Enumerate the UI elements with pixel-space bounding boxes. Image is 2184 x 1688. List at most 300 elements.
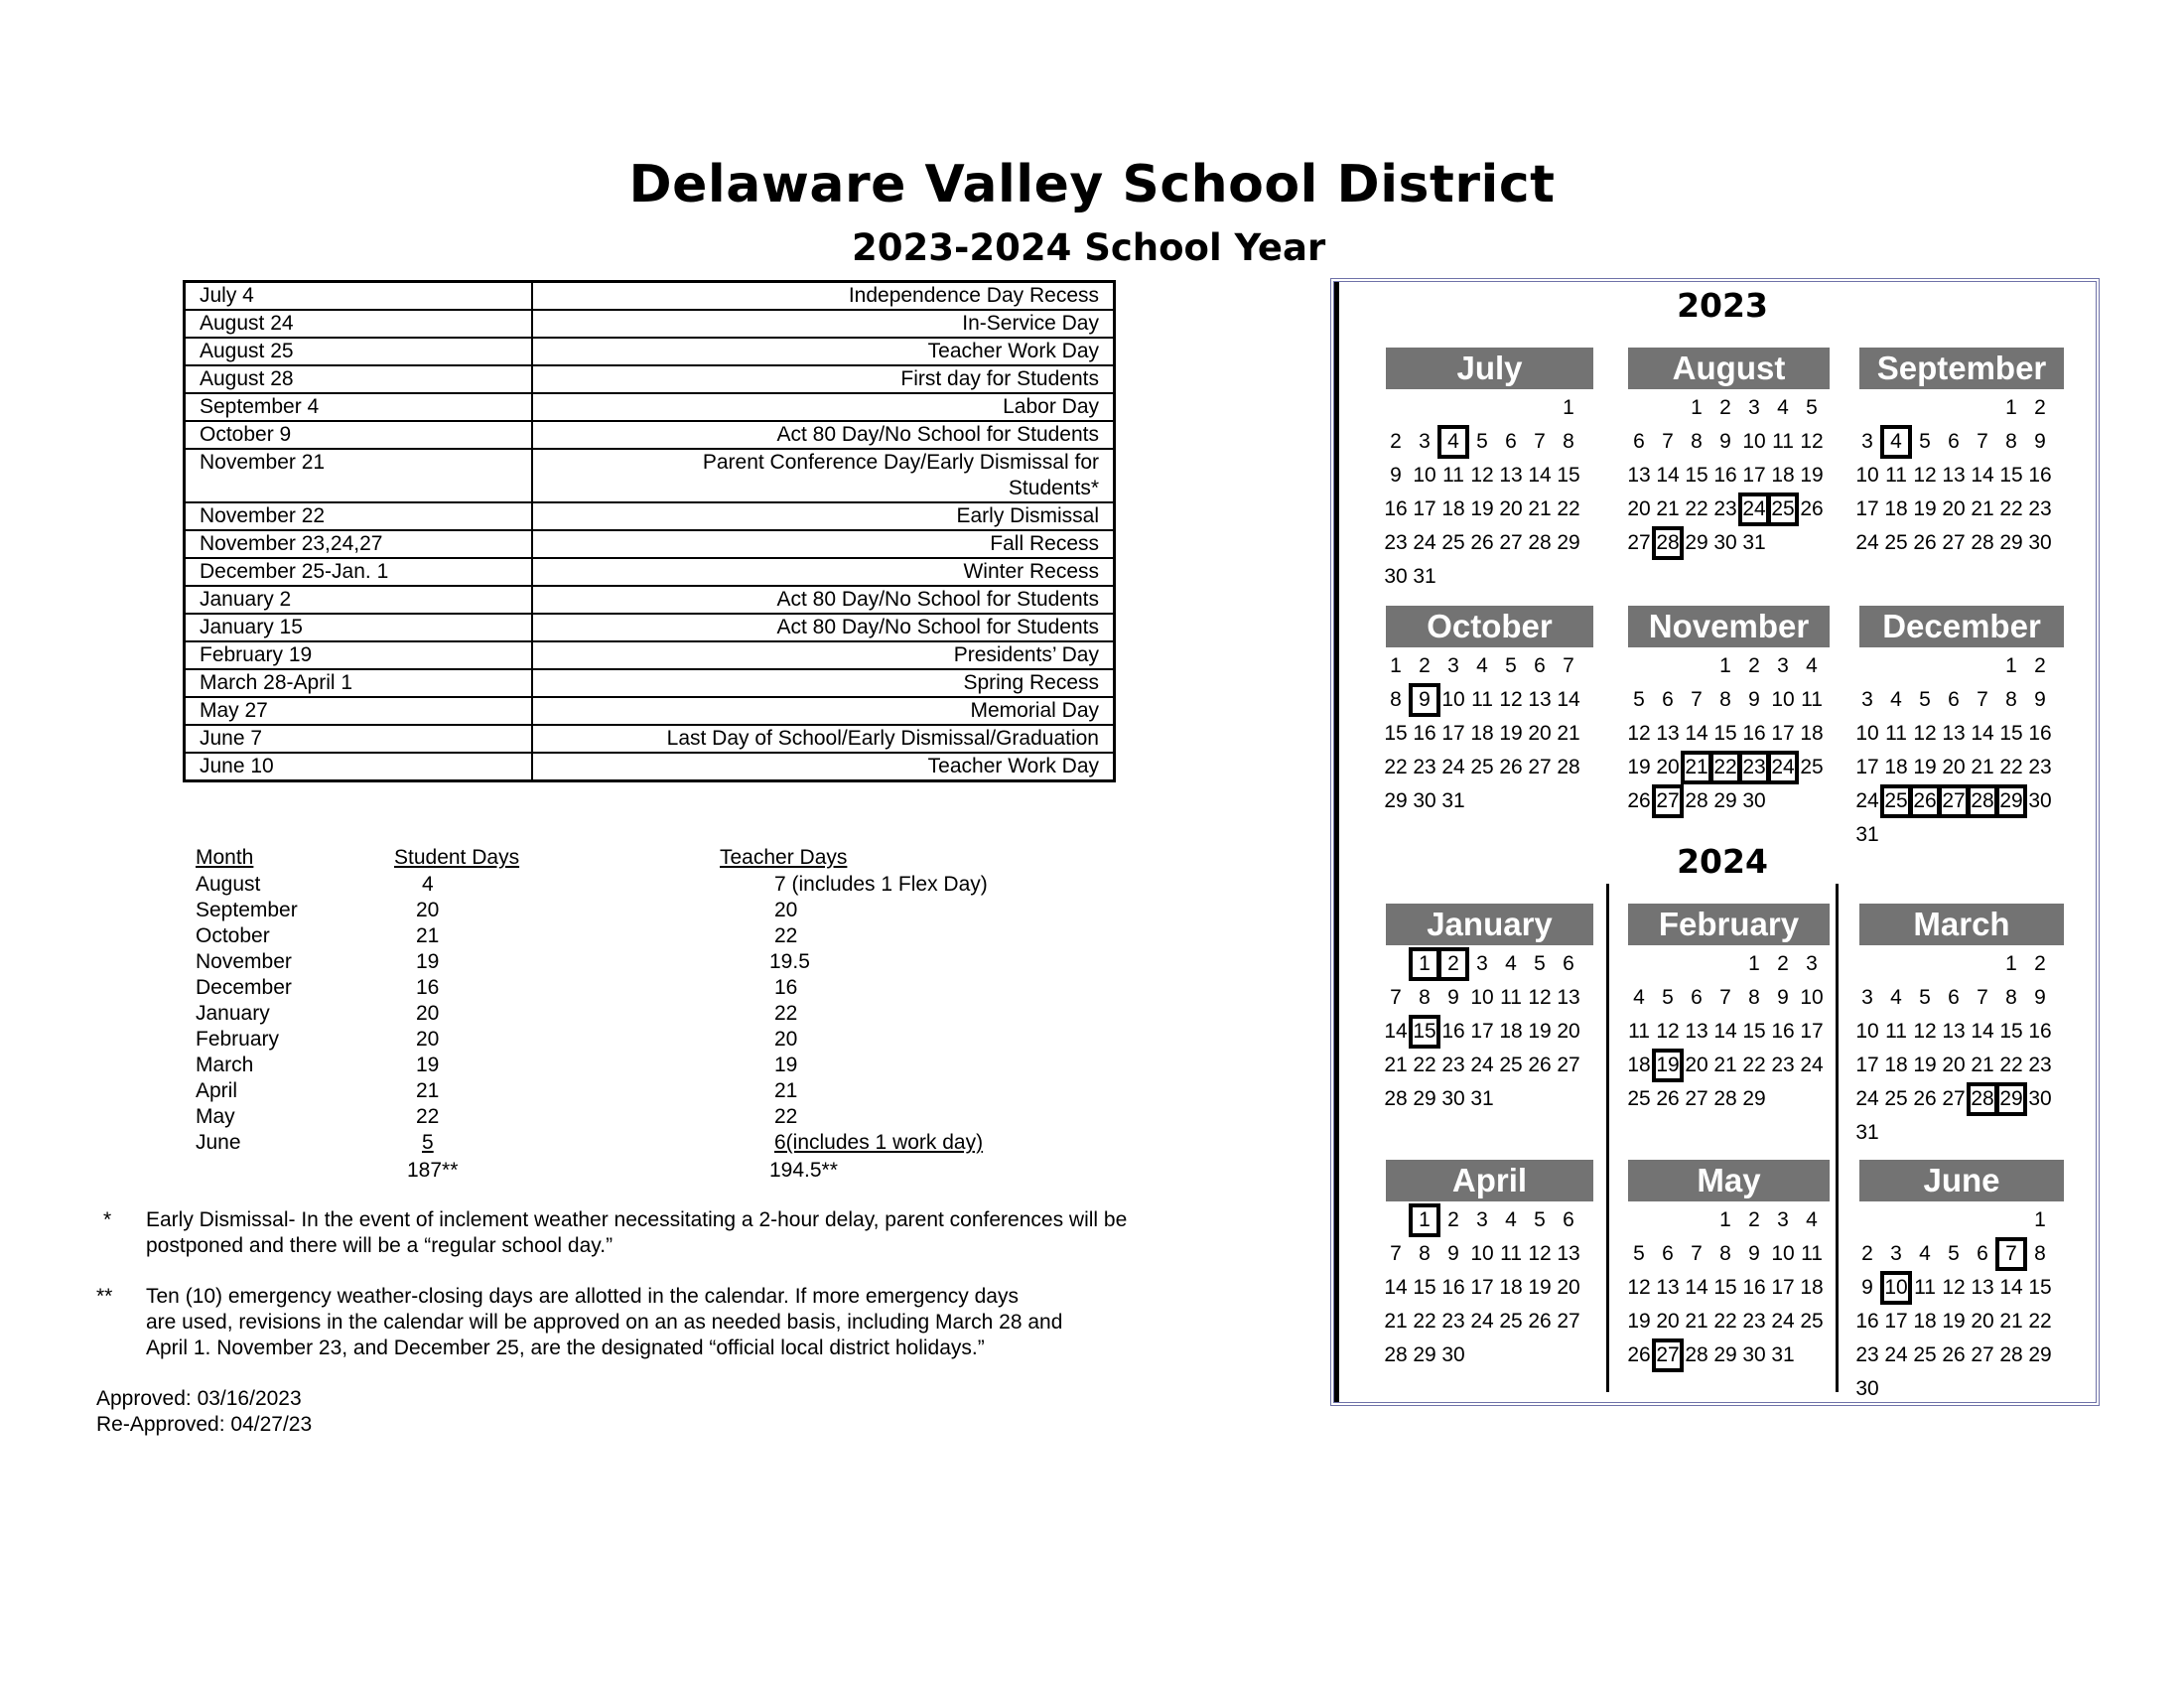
calendar-day: 6	[1662, 1242, 1674, 1265]
days-month: September	[196, 899, 298, 921]
calendar-day: 14	[1713, 1020, 1737, 1043]
calendar-day: 21	[1999, 1310, 2023, 1333]
calendar-day-marked: 24	[1769, 753, 1797, 782]
event-date: May 27	[185, 697, 532, 725]
calendar-day: 18	[1499, 1020, 1523, 1043]
calendar-day: 24	[1855, 789, 1879, 812]
event-description: Presidents’ Day	[532, 641, 1115, 669]
calendar-day-marked: 29	[1997, 786, 2025, 816]
calendar-day-marked: 27	[1940, 786, 1968, 816]
calendar-day: 20	[1627, 497, 1651, 520]
calendar-day: 19	[1499, 722, 1523, 745]
event-description: Act 80 Day/No School for Students	[532, 586, 1115, 614]
calendar-day: 11	[1471, 688, 1493, 711]
calendar-day: 2	[1777, 952, 1789, 975]
calendar-day: 24	[1413, 531, 1436, 554]
calendar-day: 10	[1470, 1242, 1494, 1265]
calendar-day: 15	[1713, 1276, 1737, 1299]
calendar-day: 8	[1563, 430, 1574, 453]
calendar-day-marked: 15	[1411, 1017, 1438, 1047]
calendar-day: 18	[1800, 1276, 1824, 1299]
note-1-marker: *	[103, 1208, 112, 1231]
calendar-day: 12	[1499, 688, 1523, 711]
days-student-value: 20	[416, 1002, 440, 1025]
calendar-day: 16	[2028, 464, 2052, 487]
calendar-day: 23	[1384, 531, 1408, 554]
year-2024-label: 2024	[1677, 842, 1768, 881]
calendar-day: 11	[1772, 430, 1794, 453]
days-teacher-value: 19.5	[769, 950, 810, 973]
calendar-day: 24	[1470, 1310, 1494, 1333]
calendar-day: 31	[1771, 1343, 1795, 1366]
calendar-day: 14	[1656, 464, 1680, 487]
calendar-day: 8	[2005, 986, 2017, 1009]
calendar-day: 26	[1800, 497, 1824, 520]
event-date: January 2	[185, 586, 532, 614]
calendar-day: 19	[1528, 1276, 1552, 1299]
days-student-value: 21	[416, 924, 440, 947]
calendar-day: 4	[1919, 1242, 1931, 1265]
calendar-day: 31	[1413, 565, 1436, 588]
calendar-day: 20	[1942, 756, 1966, 778]
calendar-day: 7	[1534, 430, 1546, 453]
calendar-day: 29	[1713, 789, 1737, 812]
calendar-day: 18	[1627, 1054, 1651, 1076]
days-teacher-value: 19	[774, 1054, 798, 1076]
calendar-day: 8	[1419, 1242, 1431, 1265]
calendar-day: 5	[1476, 430, 1488, 453]
event-row	[185, 393, 1115, 421]
calendar-day: 25	[1627, 1087, 1651, 1110]
calendar-day: 12	[1800, 430, 1824, 453]
calendar-day: 10	[1855, 1020, 1879, 1043]
calendar-day: 14	[1528, 464, 1552, 487]
calendar-day: 7	[1390, 1242, 1402, 1265]
calendar-day: 14	[1971, 1020, 1994, 1043]
calendar-day: 4	[1806, 654, 1818, 677]
calendar-day-marked: 23	[1740, 753, 1768, 782]
calendar-day: 2	[1748, 654, 1760, 677]
calendar-day: 8	[1719, 688, 1731, 711]
calendar-day: 21	[1971, 756, 1994, 778]
calendar-day: 22	[1999, 497, 2023, 520]
calendar-day: 7	[1977, 430, 1988, 453]
days-student-value: 4	[422, 873, 434, 896]
calendar-day: 22	[1413, 1310, 1436, 1333]
days-month: August	[196, 873, 261, 896]
calendar-day: 30	[1742, 1343, 1766, 1366]
calendar-day: 9	[1447, 986, 1459, 1009]
calendar-day: 26	[1528, 1310, 1552, 1333]
calendar-day: 26	[1627, 1343, 1651, 1366]
calendar-day: 8	[2005, 688, 2017, 711]
calendar-day: 21	[1656, 497, 1680, 520]
calendar-day-marked: 26	[1911, 786, 1939, 816]
calendar-day: 21	[1557, 722, 1580, 745]
calendar-day: 25	[1470, 756, 1494, 778]
note-2-line-1: Ten (10) emergency weather-closing days are allotted in the calendar. If more emergency days	[146, 1285, 1019, 1308]
calendar-day: 27	[1942, 531, 1966, 554]
calendar-day: 16	[1441, 1276, 1465, 1299]
days-teacher-value: 20	[774, 899, 798, 921]
note-2-marker: **	[96, 1285, 113, 1308]
calendar-day: 12	[1470, 464, 1494, 487]
calendar-day: 4	[1890, 688, 1902, 711]
event-row	[185, 282, 1115, 311]
event-description: First day for Students	[532, 365, 1115, 393]
event-date: March 28-April 1	[185, 669, 532, 697]
calendar-day: 9	[1748, 688, 1760, 711]
calendar-day: 22	[1384, 756, 1408, 778]
days-student-value: 19	[416, 950, 440, 973]
calendar-day: 2	[1748, 1208, 1760, 1231]
calendar-day: 23	[2028, 1054, 2052, 1076]
calendar-day: 4	[1633, 986, 1645, 1009]
calendar-day: 31	[1441, 789, 1465, 812]
teacher-days-total: 194.5**	[769, 1159, 838, 1182]
column-divider-2	[1836, 884, 1839, 1392]
event-date: June 10	[185, 753, 532, 781]
calendar-day: 15	[1742, 1020, 1766, 1043]
event-row	[185, 502, 1115, 530]
calendar-day: 8	[1748, 986, 1760, 1009]
calendar-day: 18	[1499, 1276, 1523, 1299]
calendar-day: 2	[2034, 396, 2046, 419]
calendar-day: 23	[1771, 1054, 1795, 1076]
calendar-day: 13	[1557, 986, 1580, 1009]
calendar-day-marked: 28	[1969, 786, 1996, 816]
calendar-day: 20	[1557, 1276, 1580, 1299]
calendar-day: 29	[1713, 1343, 1737, 1366]
event-date: October 9	[185, 421, 532, 449]
month-header-february: February	[1628, 904, 1830, 945]
calendar-day: 7	[1390, 986, 1402, 1009]
calendar-day: 2	[2034, 654, 2046, 677]
calendar-day-marked: 7	[1997, 1239, 2025, 1269]
event-row	[185, 449, 1115, 502]
calendar-day: 23	[1441, 1310, 1465, 1333]
calendar-day: 23	[1441, 1054, 1465, 1076]
calendar-day: 16	[1413, 722, 1436, 745]
calendar-day-marked: 4	[1439, 427, 1467, 457]
calendar-day: 16	[1742, 1276, 1766, 1299]
calendar-day: 5	[1534, 1208, 1546, 1231]
days-month: May	[196, 1105, 235, 1128]
calendar-day-marked: 24	[1740, 494, 1768, 524]
event-date: November 22	[185, 502, 532, 530]
calendar-day: 11	[1500, 1242, 1522, 1265]
page-title: Delaware Valley School District	[628, 155, 1556, 214]
days-teacher-value: 22	[774, 1105, 798, 1128]
calendar-day: 6	[1563, 1208, 1574, 1231]
calendar-day: 26	[1470, 531, 1494, 554]
days-teacher-value: 6(includes 1 work day)	[774, 1131, 984, 1154]
calendar-day: 24	[1771, 1310, 1795, 1333]
calendar-day: 18	[1913, 1310, 1937, 1333]
calendar-day: 13	[1656, 1276, 1680, 1299]
calendar-day: 11	[1801, 688, 1823, 711]
event-date: November 23,24,27	[185, 530, 532, 558]
event-row	[185, 530, 1115, 558]
calendar-day: 2	[1447, 1208, 1459, 1231]
calendar-day: 29	[1384, 789, 1408, 812]
calendar-day: 14	[1685, 1276, 1708, 1299]
calendar-day: 7	[1719, 986, 1731, 1009]
calendar-day: 29	[1742, 1087, 1766, 1110]
calendar-day: 30	[2028, 531, 2052, 554]
calendar-day: 3	[1806, 952, 1818, 975]
calendar-day: 16	[1384, 497, 1408, 520]
days-teacher-value: 20	[774, 1028, 798, 1051]
calendar-day: 3	[1476, 952, 1488, 975]
calendar-day: 28	[1528, 531, 1552, 554]
calendar-day: 10	[1855, 464, 1879, 487]
calendar-day: 16	[1742, 722, 1766, 745]
panel-left-bar	[1334, 282, 1339, 1402]
days-teacher-value: 22	[774, 924, 798, 947]
calendar-day: 8	[1419, 986, 1431, 1009]
calendar-day: 14	[1384, 1276, 1408, 1299]
calendar-day: 7	[1691, 1242, 1703, 1265]
column-divider-1	[1606, 884, 1609, 1392]
calendar-day: 15	[1999, 722, 2023, 745]
calendar-day: 9	[1719, 430, 1731, 453]
calendar-day: 3	[1861, 688, 1873, 711]
calendar-day: 5	[1919, 430, 1931, 453]
calendar-day: 1	[1719, 654, 1731, 677]
calendar-day: 23	[2028, 497, 2052, 520]
event-description: Spring Recess	[532, 669, 1115, 697]
event-row	[185, 669, 1115, 697]
calendar-day: 27	[1557, 1054, 1580, 1076]
event-description: Act 80 Day/No School for Students	[532, 614, 1115, 641]
calendar-day: 4	[1505, 1208, 1517, 1231]
days-student-value: 20	[416, 1028, 440, 1051]
month-header-april: April	[1386, 1160, 1593, 1201]
calendar-day: 10	[1800, 986, 1824, 1009]
calendar-day: 6	[1977, 1242, 1988, 1265]
calendar-day: 24	[1470, 1054, 1494, 1076]
month-header-november: November	[1628, 606, 1830, 647]
calendar-day: 7	[1977, 688, 1988, 711]
days-month: October	[196, 924, 270, 947]
calendar-day: 25	[1800, 756, 1824, 778]
calendar-day: 16	[1855, 1310, 1879, 1333]
calendar-day: 24	[1884, 1343, 1908, 1366]
calendar-day: 21	[1971, 497, 1994, 520]
page-subtitle: 2023-2024 School Year	[852, 226, 1326, 269]
calendar-day: 18	[1884, 497, 1908, 520]
calendar-day: 28	[1384, 1087, 1408, 1110]
calendar-day: 26	[1627, 789, 1651, 812]
calendar-day: 19	[1470, 497, 1494, 520]
calendar-day: 16	[1713, 464, 1737, 487]
calendar-day: 1	[2034, 1208, 2046, 1231]
calendar-day: 5	[1948, 1242, 1960, 1265]
calendar-day: 27	[1557, 1310, 1580, 1333]
calendar-day: 27	[1685, 1087, 1708, 1110]
calendar-day: 14	[1685, 722, 1708, 745]
calendar-day: 1	[1691, 396, 1703, 419]
calendar-day: 17	[1470, 1020, 1494, 1043]
calendar-day: 12	[1627, 722, 1651, 745]
calendar-day: 19	[1627, 756, 1651, 778]
calendar-day: 13	[1656, 722, 1680, 745]
calendar-day: 27	[1499, 531, 1523, 554]
calendar-day: 3	[1748, 396, 1760, 419]
calendar-day-marked: 19	[1654, 1051, 1682, 1080]
calendar-day: 25	[1913, 1343, 1937, 1366]
calendar-day: 4	[1806, 1208, 1818, 1231]
note-1-line-1: Early Dismissal- In the event of inclement weather necessitating a 2-hour delay, parent conferences will be	[146, 1208, 1128, 1231]
calendar-day: 5	[1919, 986, 1931, 1009]
calendar-day: 15	[1557, 464, 1580, 487]
calendar-day: 11	[1885, 464, 1907, 487]
calendar-day: 25	[1884, 1087, 1908, 1110]
month-header-december: December	[1859, 606, 2064, 647]
days-month: March	[196, 1054, 254, 1076]
calendar-day: 28	[1971, 531, 1994, 554]
calendar-day: 8	[1719, 1242, 1731, 1265]
calendar-day: 23	[1855, 1343, 1879, 1366]
calendar-day: 6	[1691, 986, 1703, 1009]
calendar-day: 9	[2034, 688, 2046, 711]
calendar-day: 11	[1914, 1276, 1936, 1299]
calendar-day: 11	[1628, 1020, 1650, 1043]
calendar-day: 15	[1384, 722, 1408, 745]
calendar-day: 30	[1441, 1343, 1465, 1366]
calendar-day: 30	[2028, 1087, 2052, 1110]
event-row	[185, 365, 1115, 393]
calendar-day: 6	[1948, 986, 1960, 1009]
calendar-day: 15	[1685, 464, 1708, 487]
calendar-day: 5	[1633, 1242, 1645, 1265]
month-header-july: July	[1386, 348, 1593, 389]
calendar-day-marked: 4	[1882, 427, 1910, 457]
calendar-day: 25	[1499, 1054, 1523, 1076]
calendar-day: 19	[1913, 756, 1937, 778]
days-teacher-value: 21	[774, 1079, 798, 1102]
calendar-day: 3	[1861, 986, 1873, 1009]
calendar-day: 12	[1913, 1020, 1937, 1043]
student-days-header: Student Days	[394, 846, 520, 869]
calendar-day: 19	[1800, 464, 1824, 487]
calendar-day: 17	[1855, 756, 1879, 778]
calendar-day: 17	[1771, 722, 1795, 745]
calendar-day: 14	[1971, 464, 1994, 487]
calendar-day: 3	[1447, 654, 1459, 677]
event-description: Early Dismissal	[532, 502, 1115, 530]
calendar-day: 13	[1942, 722, 1966, 745]
calendar-day: 30	[2028, 789, 2052, 812]
calendar-day: 22	[1713, 1310, 1737, 1333]
event-row	[185, 586, 1115, 614]
reapproved-date: Re-Approved: 04/27/23	[96, 1413, 313, 1436]
calendar-day-marked: 10	[1882, 1273, 1910, 1303]
calendar-day: 12	[1656, 1020, 1680, 1043]
event-description: Winter Recess	[532, 558, 1115, 586]
event-date: August 24	[185, 310, 532, 338]
days-student-value: 5	[422, 1131, 434, 1154]
calendar-day: 14	[1384, 1020, 1408, 1043]
calendar-day: 9	[1390, 464, 1402, 487]
event-description: Independence Day Recess	[532, 282, 1115, 311]
calendar-day: 3	[1419, 430, 1431, 453]
note-2-line-3: April 1. November 23, and December 25, are the designated “official local district holidays.”	[146, 1336, 985, 1359]
calendar-day: 2	[2034, 952, 2046, 975]
calendar-day: 18	[1884, 756, 1908, 778]
calendar-day: 24	[1441, 756, 1465, 778]
calendar-day: 4	[1476, 654, 1488, 677]
calendar-day: 9	[2034, 430, 2046, 453]
calendar-day: 13	[1499, 464, 1523, 487]
calendar-day: 26	[1913, 1087, 1937, 1110]
calendar-day: 17	[1855, 497, 1879, 520]
event-description: Teacher Work Day	[532, 753, 1115, 781]
calendar-day-marked: 1	[1411, 949, 1438, 979]
calendar-day: 6	[1633, 430, 1645, 453]
year-2023-label: 2023	[1677, 286, 1768, 325]
calendar-day: 15	[1713, 722, 1737, 745]
calendar-day-marked: 1	[1411, 1205, 1438, 1235]
calendar-day: 25	[1800, 1310, 1824, 1333]
calendar-day: 16	[2028, 722, 2052, 745]
calendar-day: 9	[1447, 1242, 1459, 1265]
days-teacher-value: 7 (includes 1 Flex Day)	[774, 873, 988, 896]
calendar-day: 9	[1861, 1276, 1873, 1299]
calendar-day: 12	[1528, 986, 1552, 1009]
calendar-day: 11	[1442, 464, 1464, 487]
calendar-day: 25	[1499, 1310, 1523, 1333]
calendar-day: 5	[1534, 952, 1546, 975]
calendar-day: 15	[1999, 1020, 2023, 1043]
calendar-day: 3	[1777, 654, 1789, 677]
calendar-day: 28	[1685, 1343, 1708, 1366]
calendar-day: 11	[1885, 1020, 1907, 1043]
calendar-day: 27	[1627, 531, 1651, 554]
calendar-day: 1	[2005, 396, 2017, 419]
calendar-day: 17	[1413, 497, 1436, 520]
month-header-january: January	[1386, 904, 1593, 945]
event-date: August 25	[185, 338, 532, 365]
calendar-day: 20	[1971, 1310, 1994, 1333]
calendar-day: 3	[1476, 1208, 1488, 1231]
calendar-day: 29	[1413, 1343, 1436, 1366]
calendar-day: 10	[1771, 1242, 1795, 1265]
calendar-day: 12	[1913, 722, 1937, 745]
calendar-day: 13	[1557, 1242, 1580, 1265]
days-student-value: 19	[416, 1054, 440, 1076]
month-header-september: September	[1859, 348, 2064, 389]
event-description: Labor Day	[532, 393, 1115, 421]
calendar-day-marked: 27	[1654, 786, 1682, 816]
calendar-day: 17	[1855, 1054, 1879, 1076]
month-header-may: May	[1628, 1160, 1830, 1201]
calendar-day: 29	[1413, 1087, 1436, 1110]
calendar-day: 25	[1884, 531, 1908, 554]
calendar-day: 6	[1563, 952, 1574, 975]
calendar-day: 3	[1777, 1208, 1789, 1231]
calendar-day: 22	[1413, 1054, 1436, 1076]
calendar-day: 4	[1890, 986, 1902, 1009]
calendar-day: 8	[1390, 688, 1402, 711]
days-month: January	[196, 1002, 270, 1025]
calendar-day: 23	[2028, 756, 2052, 778]
calendar-day: 1	[2005, 952, 2017, 975]
calendar-day: 8	[1691, 430, 1703, 453]
calendar-day: 12	[1913, 464, 1937, 487]
calendar-day: 22	[2028, 1310, 2052, 1333]
